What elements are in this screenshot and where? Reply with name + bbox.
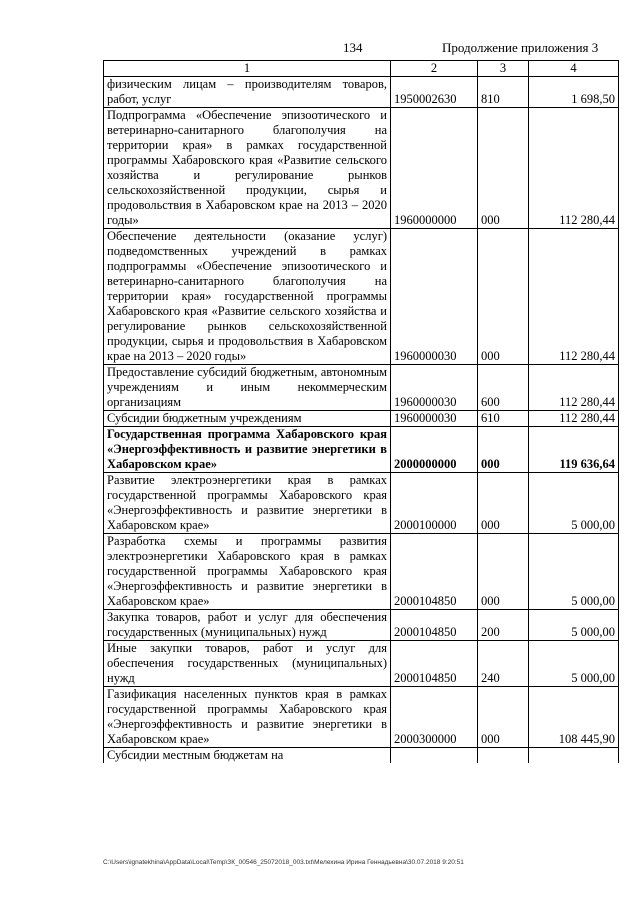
row-code: 1960000030 xyxy=(391,229,478,365)
column-header-1: 1 xyxy=(104,61,391,77)
row-name: Иные закупки товаров, работ и услуг для обеспечения государственных (муниципальных) нужд xyxy=(104,641,391,687)
row-expense-type: 000 xyxy=(478,427,529,473)
row-amount: 5 000,00 xyxy=(529,641,619,687)
table-row xyxy=(104,365,619,411)
row-expense-type: 240 xyxy=(478,641,529,687)
column-header-2: 2 xyxy=(391,61,478,77)
row-code xyxy=(391,748,478,764)
row-name: Субсидии бюджетным учреждениям xyxy=(104,411,391,427)
row-amount xyxy=(529,748,619,764)
column-header-3: 3 xyxy=(478,61,529,77)
budget-table xyxy=(103,60,619,763)
row-expense-type: 000 xyxy=(478,687,529,748)
row-amount: 5 000,00 xyxy=(529,610,619,641)
row-amount: 112 280,44 xyxy=(529,108,619,229)
table-row-continued xyxy=(104,748,619,764)
row-name: Развитие электроэнергетики края в рамках государственной программы Хабаровского края «Энергоэффективность и развитие энергетики в Хабаровском крае» xyxy=(104,473,391,534)
row-amount: 119 636,64 xyxy=(529,427,619,473)
row-name: Государственная программа Хабаровского края «Энергоэффективность и развитие энергетики в Хабаровском крае» xyxy=(104,427,391,473)
row-expense-type: 000 xyxy=(478,108,529,229)
page-number: 134 xyxy=(343,40,363,55)
row-name: Разработка схемы и программы развития электроэнергетики Хабаровского края в рамках государственной программы Хабаровского края «Энергоэффективность и развитие энергетики в Хабаровском крае» xyxy=(104,534,391,610)
row-code: 1960000030 xyxy=(391,365,478,411)
row-amount: 108 445,90 xyxy=(529,687,619,748)
table-row xyxy=(104,77,619,108)
row-name: Предоставление субсидий бюджетным, автономным учреждениям и иным некоммерческим организациям xyxy=(104,365,391,411)
row-code: 1960000000 xyxy=(391,108,478,229)
row-code: 2000300000 xyxy=(391,687,478,748)
table-header-row xyxy=(104,61,619,77)
table-row xyxy=(104,473,619,534)
row-expense-type xyxy=(478,748,529,764)
row-amount: 112 280,44 xyxy=(529,411,619,427)
row-name: физическим лицам – производителям товаров, работ, услуг xyxy=(104,77,391,108)
row-code: 2000104850 xyxy=(391,610,478,641)
row-expense-type: 200 xyxy=(478,610,529,641)
row-code: 1950002630 xyxy=(391,77,478,108)
row-name: Субсидии местным бюджетам на xyxy=(104,748,391,764)
column-header-4: 4 xyxy=(529,61,619,77)
file-path-footer: C:\Users\ignatekhina\AppData\Local\Temp\ЗК_00546_25072018_003.txt\Мелехина Ирина Геннадьевна\30.07.2018 9:20:51 xyxy=(103,859,464,866)
row-name: Подпрограмма «Обеспечение эпизоотического и ветеринарно-санитарного благополучия на территории края» в рамках государственной программы Хабаровского края «Развитие сельского хозяйства и регулирование рынков сельскохозяйственной продукции, сырья и продовольствия в Хабаровском крае на 2013 – 2020 годы» xyxy=(104,108,391,229)
row-amount: 5 000,00 xyxy=(529,534,619,610)
page-header xyxy=(0,40,640,60)
row-amount: 5 000,00 xyxy=(529,473,619,534)
table-row xyxy=(104,411,619,427)
row-expense-type: 000 xyxy=(478,229,529,365)
row-code: 2000104850 xyxy=(391,641,478,687)
table-row xyxy=(104,229,619,365)
row-expense-type: 810 xyxy=(478,77,529,108)
row-expense-type: 000 xyxy=(478,473,529,534)
table-row xyxy=(104,641,619,687)
table-row xyxy=(104,610,619,641)
row-name: Газификация населенных пунктов края в рамках государственной программы Хабаровского края «Энергоэффективность и развитие энергетики в Хабаровском крае» xyxy=(104,687,391,748)
row-amount: 1 698,50 xyxy=(529,77,619,108)
table-row-program-total xyxy=(104,427,619,473)
table-row xyxy=(104,108,619,229)
row-code: 2000000000 xyxy=(391,427,478,473)
row-code: 2000100000 xyxy=(391,473,478,534)
row-expense-type: 610 xyxy=(478,411,529,427)
continuation-label: Продолжение приложения 3 xyxy=(442,40,599,55)
row-expense-type: 600 xyxy=(478,365,529,411)
row-amount: 112 280,44 xyxy=(529,365,619,411)
row-amount: 112 280,44 xyxy=(529,229,619,365)
row-code: 2000104850 xyxy=(391,534,478,610)
row-code: 1960000030 xyxy=(391,411,478,427)
table-row xyxy=(104,534,619,610)
table-row xyxy=(104,687,619,748)
row-name: Обеспечение деятельности (оказание услуг) подведомственных учреждений в рамках подпрограммы «Обеспечение эпизоотического и ветеринарно-санитарного благополучия на территории края» государственной программы Хабаровского края «Развитие сельского хозяйства и регулирование рынков сельскохозяйственной продукции, сырья и продовольствия в Хабаровском крае на 2013 – 2020 годы» xyxy=(104,229,391,365)
row-name: Закупка товаров, работ и услуг для обеспечения государственных (муниципальных) нужд xyxy=(104,610,391,641)
row-expense-type: 000 xyxy=(478,534,529,610)
